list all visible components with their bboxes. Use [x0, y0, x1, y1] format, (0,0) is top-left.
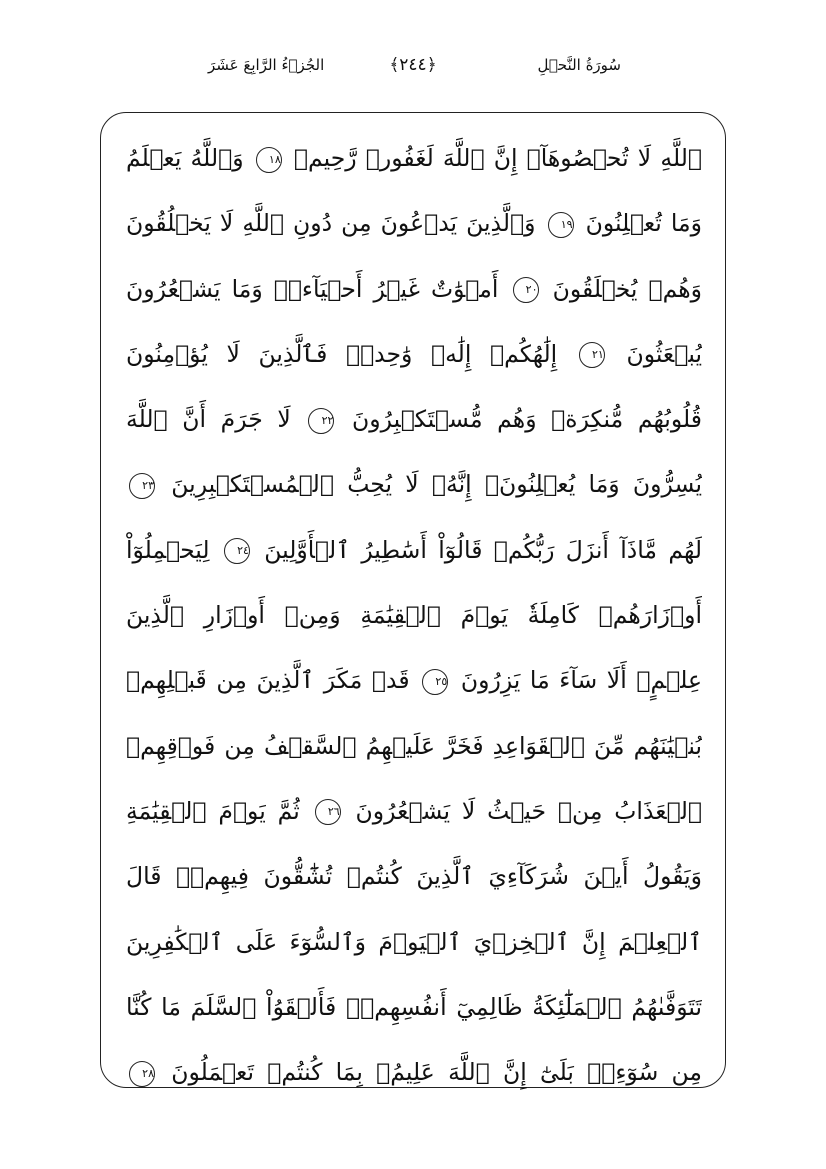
text-line: [126, 452, 702, 517]
text-line: [126, 322, 702, 387]
ayah-number-marker: ٢٦: [315, 799, 341, 825]
verse-text: إِلَٰهُكُمۡ إِلَٰهٞ وَٰحِدٞۚ فَٱلَّذِينَ لَا يُؤۡمِنُونَ: [126, 339, 558, 368]
verse-text: ٱلۡعِلۡمَ إِنَّ ٱلۡخِزۡيَ ٱلۡيَوۡمَ وَٱلسُّوٓءَ عَلَى ٱلۡكَٰفِرِينَ: [126, 927, 702, 956]
verse-text: قُلُوبُهُم مُّنكِرَةٞ وَهُم مُّسۡتَكۡبِرُونَ: [352, 405, 702, 434]
ayah-number-marker: ٢٥: [422, 669, 448, 695]
text-line: [126, 583, 702, 648]
ayah-number-marker: ٢٢: [308, 408, 334, 434]
verse-text: ثُمَّ يَوۡمَ ٱلۡقِيَٰمَةِ: [126, 796, 300, 825]
text-line: [126, 844, 702, 909]
verse-text: أَمۡوَٰتٌ غَيۡرُ أَحۡيَآءٖۖ وَمَا يَشۡعُرُونَ: [126, 274, 499, 303]
text-line: [126, 1040, 702, 1105]
verse-text: ٱلۡعَذَابُ مِنۡ حَيۡثُ لَا يَشۡعُرُونَ: [355, 796, 702, 825]
quran-text: [126, 126, 702, 1105]
verse-text: مِن سُوٓءِۭۚ بَلَىٰٓ إِنَّ ٱللَّهَ عَلِيمُۢ بِمَا كُنتُمۡ تَعۡمَلُونَ: [171, 1058, 702, 1087]
verse-text: ٱللَّهِ لَا تُحۡصُوهَآۗ إِنَّ ٱللَّهَ لَغَفُورٞ رَّحِيمٞ: [293, 144, 702, 172]
text-line: [126, 975, 702, 1040]
ayah-number-marker: ٢٤: [224, 538, 250, 564]
verse-text: لَهُم مَّاذَآ أَنزَلَ رَبُّكُمۡ قَالُوٓاْ أَسَٰطِيرُ ٱلۡأَوَّلِينَ: [264, 535, 702, 564]
verse-text: وَيَقُولُ أَيۡنَ شُرَكَآءِيَ ٱلَّذِينَ كُنتُمۡ تُشَٰٓقُّونَ فِيهِمۡۚ قَالَ: [126, 862, 702, 891]
text-line: [126, 648, 702, 713]
text-line: [126, 257, 702, 322]
verse-text: قَدۡ مَكَرَ ٱلَّذِينَ مِن قَبۡلِهِمۡ: [126, 666, 410, 695]
verse-text: أَوۡزَارَهُمۡ كَامِلَةٗ يَوۡمَ ٱلۡقِيَٰمَةِ وَمِنۡ أَوۡزَارِ ٱلَّذِينَ: [126, 601, 702, 630]
ayah-number-marker: ٢٠: [513, 277, 539, 303]
verse-text: لِيَحۡمِلُوٓاْ: [126, 535, 210, 564]
text-line: [126, 714, 702, 779]
page-number: ﴿٢٤٤﴾: [389, 55, 437, 75]
juz-name: الجُزۡءُ الرَّابِعَ عَشَرَ: [208, 56, 325, 74]
verse-text: عِلۡمٍۗ أَلَا سَآءَ مَا يَزِرُونَ: [460, 666, 702, 695]
ayah-number-marker: ٢٨: [129, 1061, 155, 1087]
verse-text: وَٱللَّهُ يَعۡلَمُ: [126, 144, 244, 172]
verse-text: لَا جَرَمَ أَنَّ ٱللَّهَ: [126, 405, 291, 434]
text-line: [126, 518, 702, 583]
verse-text: وَٱلَّذِينَ يَدۡعُونَ مِن دُونِ ٱللَّهِ لَا يَخۡلُقُونَ: [126, 209, 536, 238]
ayah-number-marker: ٢١: [579, 342, 605, 368]
ayah-number-marker: ٢٣: [129, 473, 155, 499]
text-line: [126, 191, 702, 256]
text-line: [126, 910, 702, 975]
text-line: [126, 126, 702, 191]
verse-text: تَتَوَفَّىٰهُمُ ٱلۡمَلَٰٓئِكَةُ ظَالِمِيٓ أَنفُسِهِمۡۖ فَأَلۡقَوُاْ ٱلسَّلَمَ مَا كُنَّا: [126, 992, 702, 1021]
surah-name: سُورَةُ النَّحۡلِ: [537, 56, 621, 74]
verse-text: يُسِرُّونَ وَمَا يُعۡلِنُونَۚ إِنَّهُۥ لَا يُحِبُّ ٱلۡمُسۡتَكۡبِرِينَ: [171, 470, 702, 499]
text-line: [126, 779, 702, 844]
verse-text: وَهُمۡ يُخۡلَقُونَ: [552, 274, 702, 303]
text-line: [126, 387, 702, 452]
verse-text: يُبۡعَثُونَ: [626, 339, 702, 368]
verse-text: بُنۡيَٰنَهُم مِّنَ ٱلۡقَوَاعِدِ فَخَرَّ عَلَيۡهِمُ ٱلسَّقۡفُ مِن فَوۡقِهِمۡ: [126, 731, 702, 760]
verse-text: وَمَا تُعۡلِنُونَ: [585, 209, 702, 238]
ayah-number-marker: ١٨: [256, 147, 282, 173]
ayah-number-marker: ١٩: [548, 212, 574, 238]
